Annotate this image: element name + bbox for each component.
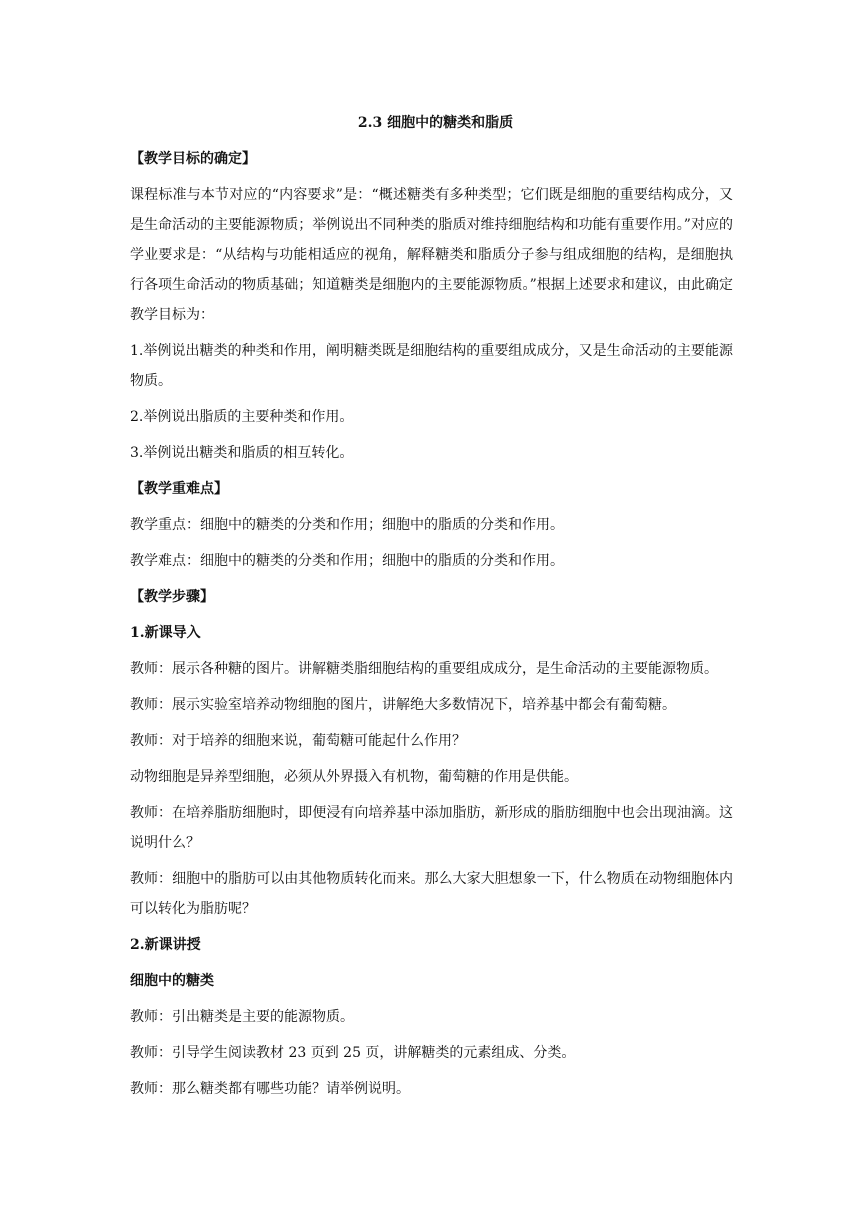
difficult-point-text: 教学难点：细胞中的糖类的分类和作用；细胞中的脂质的分类和作用。 [130, 553, 564, 569]
step2-paragraph-2: 教师：引导学生阅读教材 23 页到 25 页，讲解糖类的元素组成、分类。 [130, 1045, 576, 1061]
step1-heading: 1.新课导入 [130, 625, 201, 641]
key-point-text: 教学重点：细胞中的糖类的分类和作用；细胞中的脂质的分类和作用。 [130, 517, 564, 533]
step1-paragraph-5: 教师：在培养脂肪细胞时，即便浸有向培养基中添加脂肪，新形成的脂肪细胞中也会出现油滴。这说明什么？ [130, 805, 733, 851]
objective-3: 3.举例说出糖类和脂质的相互转化。 [130, 445, 354, 461]
document-body [130, 108, 733, 1104]
objectives-intro-paragraph: 课程标准与本节对应的“内容要求”是：“概述糖类有多种类型；它们既是细胞的重要结构成分，又是生命活动的主要能源物质；举例说出不同种类的脂质对维持细胞结构和功能有重要作用。”对应的学业要求是：“从结构与功能相适应的视角，解释糖类和脂质分子参与组成细胞的结构，是细胞执行各项生命活动的物质基础；知道糖类是细胞内的主要能源物质。”根据上述要求和建议，由此确定教学目标为： [130, 187, 733, 323]
document-title: 2.3 细胞中的糖类和脂质 [357, 115, 514, 131]
key-points-heading: 【教学重难点】 [130, 481, 228, 497]
step1-paragraph-1: 教师：展示各种糖的图片。讲解糖类脂细胞结构的重要组成成分，是生命活动的主要能源物质。 [130, 661, 718, 677]
objectives-heading: 【教学目标的确定】 [130, 151, 256, 167]
steps-heading: 【教学步骤】 [130, 589, 214, 605]
step1-paragraph-3: 教师：对于培养的细胞来说，葡萄糖可能起什么作用？ [130, 733, 466, 749]
objective-1: 1.举例说出糖类的种类和作用，阐明糖类既是细胞结构的重要组成成分，又是生命活动的主要能源物质。 [130, 343, 733, 389]
step2-paragraph-1: 教师：引出糖类是主要的能源物质。 [130, 1009, 354, 1025]
step1-paragraph-2: 教师：展示实验室培养动物细胞的图片，讲解绝大多数情况下，培养基中都会有葡萄糖。 [130, 697, 676, 713]
sugar-section-heading: 细胞中的糖类 [130, 973, 214, 989]
step2-heading: 2.新课讲授 [130, 937, 201, 953]
objective-2: 2.举例说出脂质的主要种类和作用。 [130, 409, 354, 425]
step2-paragraph-3: 教师：那么糖类都有哪些功能？请举例说明。 [130, 1081, 410, 1097]
step1-paragraph-6: 教师：细胞中的脂肪可以由其他物质转化而来。那么大家大胆想象一下，什么物质在动物细胞体内可以转化为脂肪呢？ [130, 871, 733, 917]
step1-paragraph-4: 动物细胞是异养型细胞，必须从外界摄入有机物，葡萄糖的作用是供能。 [130, 769, 578, 785]
